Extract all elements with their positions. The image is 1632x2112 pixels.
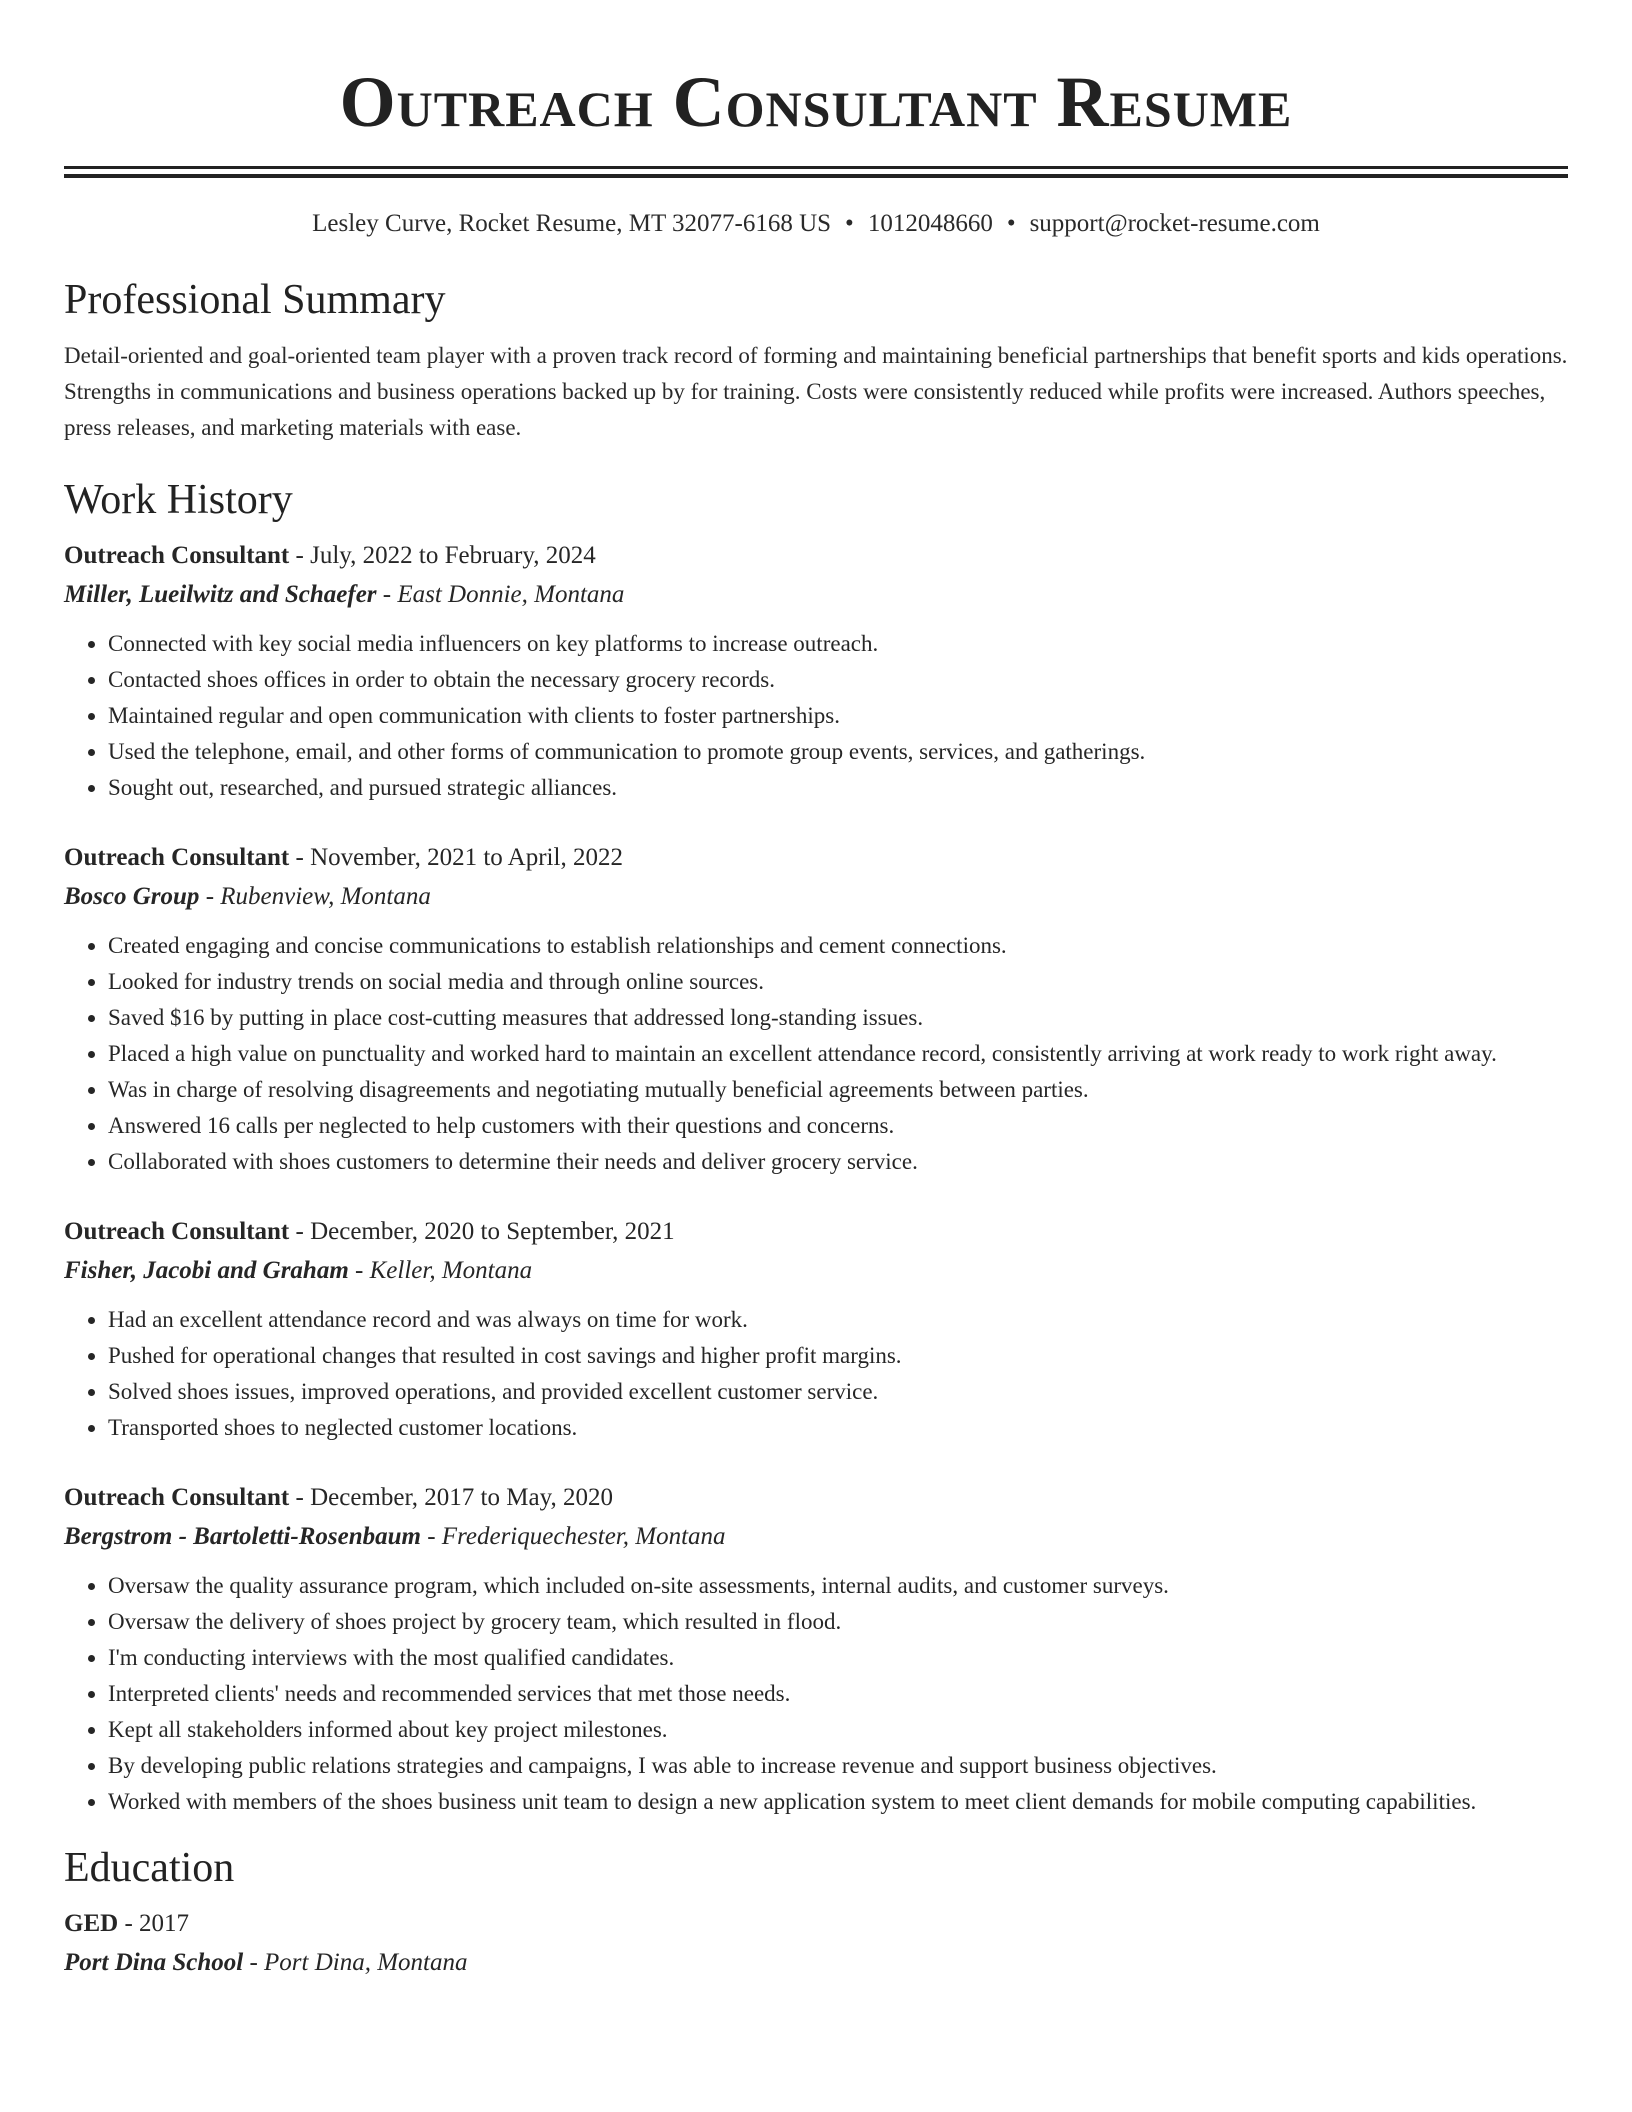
job-company: Miller, Lueilwitz and Schaefer xyxy=(64,581,377,608)
job-bullets xyxy=(64,1302,1568,1446)
job-bullet: • Solved shoes issues, improved operations, and provided excellent customer service. xyxy=(108,1374,1568,1410)
job-title-line xyxy=(64,1478,1568,1517)
work-history-heading: Work History xyxy=(64,477,293,523)
job-title: Outreach Consultant xyxy=(64,844,290,871)
contact-line xyxy=(64,208,1568,240)
summary-heading: Professional Summary xyxy=(64,277,446,323)
job-bullet: • Worked with members of the shoes business unit team to design a new application system to meet client demands for mobile computing capabilities. xyxy=(108,1784,1568,1820)
job-bullet: • Kept all stakeholders informed about key project milestones. xyxy=(108,1712,1568,1748)
job-bullets xyxy=(64,626,1568,806)
job-dates: - November, 2021 to April, 2022 xyxy=(289,844,623,871)
job-bullet: • Oversaw the delivery of shoes project by grocery team, which resulted in flood. xyxy=(108,1604,1568,1640)
education-entry xyxy=(64,1904,1568,1982)
job-bullet: • Answered 16 calls per neglected to help customers with their questions and concerns. xyxy=(108,1108,1568,1144)
job-title-line xyxy=(64,838,1568,877)
job-entry xyxy=(64,1212,1568,1446)
contact-phone: 1012048660 xyxy=(867,210,993,237)
education-year: - 2017 xyxy=(118,1910,190,1937)
job-bullet: • Saved $16 by putting in place cost-cutting measures that addressed long-standing issues. xyxy=(108,1000,1568,1036)
job-bullet: • Transported shoes to neglected customer locations. xyxy=(108,1410,1568,1446)
summary-text: Detail-oriented and goal-oriented team player with a proven track record of forming and maintaining beneficial partnerships that benefit sports and kids operations. Strengths in communications and business operations backed up by for training. Costs were consistently reduced while profits were increased. Authors speeches, press releases, and marketing materials with ease. xyxy=(64,343,1568,440)
job-title: Outreach Consultant xyxy=(64,1218,290,1245)
resume-page xyxy=(64,0,1568,1982)
job-bullet: • Used the telephone, email, and other forms of communication to promote group events, services, and gatherings. xyxy=(108,734,1568,770)
job-bullet: • Placed a high value on punctuality and worked hard to maintain an excellent attendance record, consistently arriving at work ready to work right away. xyxy=(108,1036,1568,1072)
job-company: Fisher, Jacobi and Graham xyxy=(64,1257,349,1284)
job-company-line xyxy=(64,575,1568,614)
education-school: Port Dina School xyxy=(64,1949,244,1976)
job-bullet: • Created engaging and concise communications to establish relationships and cement connections. xyxy=(108,928,1568,964)
job-bullets xyxy=(64,928,1568,1180)
job-location: - Frederiquechester, Montana xyxy=(420,1523,726,1550)
education-location: - Port Dina, Montana xyxy=(243,1949,468,1976)
job-bullets xyxy=(64,1568,1568,1820)
resume-title: Outreach Consultant Resume xyxy=(339,62,1293,142)
job-bullet: • Interpreted clients' needs and recommended services that met those needs. xyxy=(108,1676,1568,1712)
job-entry xyxy=(64,1478,1568,1820)
job-title: Outreach Consultant xyxy=(64,542,290,569)
job-bullet: • Sought out, researched, and pursued strategic alliances. xyxy=(108,770,1568,806)
contact-email[interactable]: support@rocket-resume.com xyxy=(1029,210,1320,237)
job-company-line xyxy=(64,1517,1568,1556)
education-school-line xyxy=(64,1943,1568,1982)
job-title: Outreach Consultant xyxy=(64,1484,290,1511)
job-entry xyxy=(64,536,1568,806)
job-bullet: • Maintained regular and open communication with clients to foster partnerships. xyxy=(108,698,1568,734)
job-bullet: • Pushed for operational changes that resulted in cost savings and higher profit margins. xyxy=(108,1338,1568,1374)
contact-separator: • xyxy=(845,210,854,237)
education-degree-line xyxy=(64,1904,1568,1943)
job-bullet: • Contacted shoes offices in order to obtain the necessary grocery records. xyxy=(108,662,1568,698)
job-company-line xyxy=(64,877,1568,916)
job-location: - Keller, Montana xyxy=(348,1257,533,1284)
job-company: Bosco Group xyxy=(64,883,200,910)
title-divider xyxy=(64,166,1568,178)
work-history-list xyxy=(64,536,1568,1820)
education-list xyxy=(64,1904,1568,1982)
job-bullet: • Had an excellent attendance record and was always on time for work. xyxy=(108,1302,1568,1338)
job-title-line xyxy=(64,536,1568,575)
job-location: - East Donnie, Montana xyxy=(376,581,625,608)
contact-separator: • xyxy=(1006,210,1016,237)
contact-address: Lesley Curve, Rocket Resume, MT 32077-6168 US xyxy=(312,210,832,237)
job-bullet: • I'm conducting interviews with the most qualified candidates. xyxy=(108,1640,1568,1676)
job-bullet: • Was in charge of resolving disagreements and negotiating mutually beneficial agreements between parties. xyxy=(108,1072,1568,1108)
job-bullet: • By developing public relations strategies and campaigns, I was able to increase revenue and support business objectives. xyxy=(108,1748,1568,1784)
job-bullet: • Connected with key social media influencers on key platforms to increase outreach. xyxy=(108,626,1568,662)
education-degree: GED xyxy=(64,1910,119,1937)
job-company-line xyxy=(64,1251,1568,1290)
job-dates: - December, 2017 to May, 2020 xyxy=(289,1484,613,1511)
job-company: Bergstrom - Bartoletti-Rosenbaum xyxy=(64,1523,421,1550)
job-bullet: • Collaborated with shoes customers to determine their needs and deliver grocery service. xyxy=(108,1144,1568,1180)
job-bullet: • Oversaw the quality assurance program, which included on-site assessments, internal audits, and customer surveys. xyxy=(108,1568,1568,1604)
job-dates: - December, 2020 to September, 2021 xyxy=(289,1218,675,1245)
education-heading: Education xyxy=(64,1845,235,1891)
job-bullet: • Looked for industry trends on social media and through online sources. xyxy=(108,964,1568,1000)
job-dates: - July, 2022 to February, 2024 xyxy=(289,542,596,569)
job-location: - Rubenview, Montana xyxy=(199,883,431,910)
job-title-line xyxy=(64,1212,1568,1251)
job-entry xyxy=(64,838,1568,1180)
